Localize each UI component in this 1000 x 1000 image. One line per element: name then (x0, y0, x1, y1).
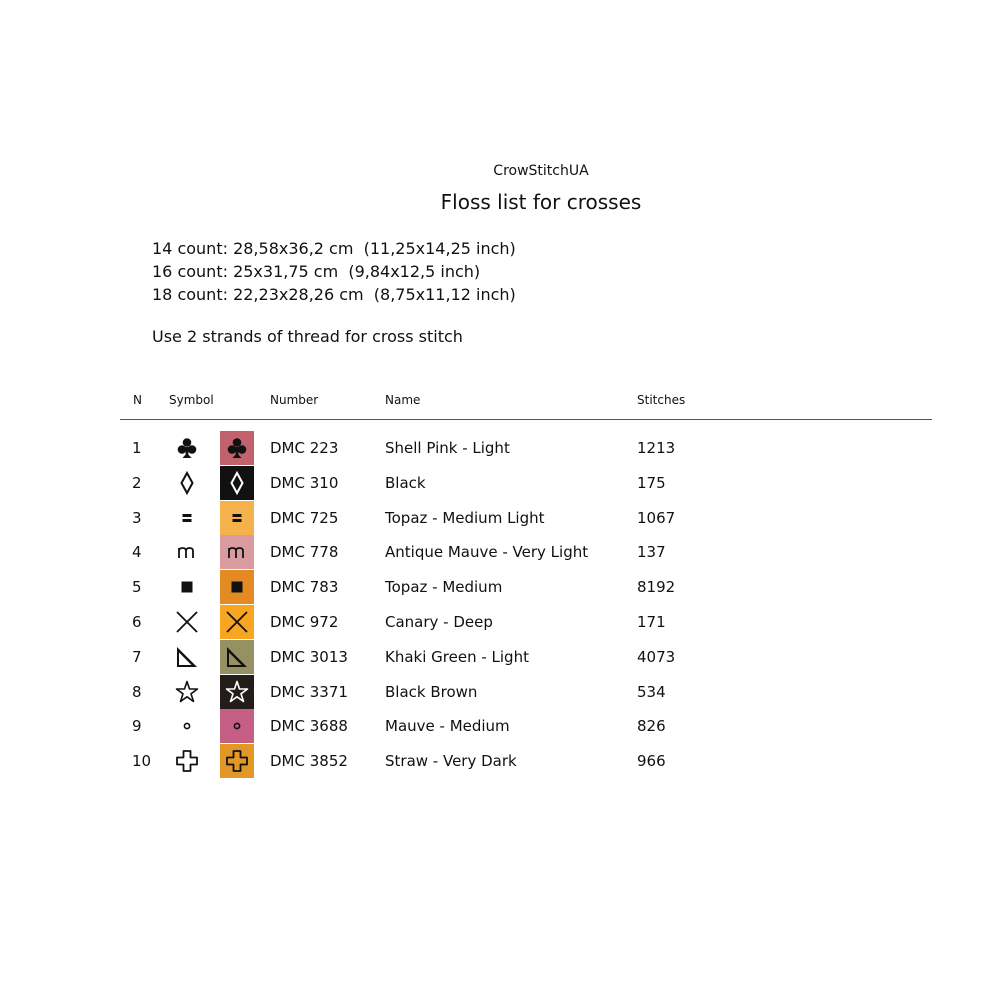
strand-note: Use 2 strands of thread for cross stitch (152, 327, 463, 346)
x-cross-icon (220, 605, 254, 639)
column-header-name: Name (385, 393, 421, 407)
row-number: 10 (132, 752, 152, 771)
color-swatch (220, 431, 254, 465)
floss-name: Straw - Very Dark (385, 752, 517, 771)
stitch-count: 175 (637, 473, 666, 492)
row-number: 2 (132, 473, 142, 492)
floss-name: Shell Pink - Light (385, 439, 510, 457)
club-icon (220, 431, 254, 465)
column-header-symbol: Symbol (169, 393, 214, 407)
dmc-number: DMC 783 (270, 578, 339, 597)
triangle-icon (173, 643, 201, 671)
dmc-number: DMC 3688 (270, 717, 348, 736)
header-divider (120, 419, 932, 420)
star-icon (173, 678, 201, 706)
row-number: 9 (132, 717, 142, 736)
dmc-number: DMC 310 (270, 473, 339, 492)
m-letter-icon (173, 538, 201, 566)
table-row (0, 605, 1000, 639)
size-list (152, 237, 516, 306)
column-header-number: Number (270, 393, 319, 407)
square-icon (220, 570, 254, 604)
color-swatch (220, 466, 254, 500)
plus-outline-icon (173, 747, 201, 775)
equals-icon (173, 504, 201, 532)
row-number: 5 (132, 578, 142, 597)
club-icon (173, 434, 201, 462)
table-row (0, 570, 1000, 604)
color-swatch (220, 501, 254, 535)
diamond-icon (173, 469, 201, 497)
table-row (0, 466, 1000, 500)
table-row (0, 709, 1000, 743)
row-number: 4 (132, 543, 142, 562)
page-title: Floss list for crosses (440, 190, 642, 214)
triangle-icon (220, 640, 254, 674)
floss-name: Antique Mauve - Very Light (385, 543, 589, 562)
stitch-count: 534 (637, 682, 666, 701)
small-circle-icon (173, 712, 201, 740)
row-number: 6 (132, 613, 142, 631)
floss-name: Black Brown (385, 682, 478, 701)
m-letter-icon (220, 535, 254, 569)
row-number: 1 (132, 439, 142, 457)
stitch-count: 1067 (637, 508, 676, 527)
stitch-count: 8192 (637, 578, 676, 597)
table-row (0, 501, 1000, 535)
stitch-count: 1213 (637, 439, 676, 457)
color-swatch (220, 605, 254, 639)
color-swatch (220, 709, 254, 743)
star-icon (220, 675, 254, 709)
size-14-count: 14 count: 28,58x36,2 cm (11,25x14,25 inch) (152, 239, 516, 258)
column-header-stitches: Stitches (637, 393, 686, 407)
floss-name: Khaki Green - Light (385, 647, 529, 666)
table-row (0, 431, 1000, 465)
diamond-icon (220, 466, 254, 500)
size-18-count: 18 count: 22,23x28,26 cm (8,75x11,12 inch) (152, 285, 516, 304)
color-swatch (220, 675, 254, 709)
color-swatch (220, 535, 254, 569)
equals-icon (220, 501, 254, 535)
row-number: 7 (132, 647, 142, 666)
color-swatch (220, 640, 254, 674)
dmc-number: DMC 223 (270, 439, 339, 457)
stitch-count: 171 (637, 613, 666, 631)
dmc-number: DMC 3013 (270, 647, 348, 666)
dmc-number: DMC 972 (270, 613, 339, 631)
small-circle-icon (220, 709, 254, 743)
row-number: 3 (132, 508, 142, 527)
stitch-count: 826 (637, 717, 666, 736)
floss-name: Mauve - Medium (385, 717, 510, 736)
stitch-count: 966 (637, 752, 666, 771)
brand-name: CrowStitchUA (493, 163, 589, 179)
table-row (0, 744, 1000, 778)
square-icon (173, 573, 201, 601)
dmc-number: DMC 3371 (270, 682, 348, 701)
dmc-number: DMC 3852 (270, 752, 348, 771)
color-swatch (220, 744, 254, 778)
row-number: 8 (132, 682, 142, 701)
color-swatch (220, 570, 254, 604)
column-header-n: N (133, 393, 142, 407)
size-16-count: 16 count: 25x31,75 cm (9,84x12,5 inch) (152, 262, 481, 281)
plus-outline-icon (220, 744, 254, 778)
stitch-count: 4073 (637, 647, 676, 666)
dmc-number: DMC 778 (270, 543, 339, 562)
floss-name: Black (385, 473, 426, 492)
floss-name: Topaz - Medium (385, 578, 503, 597)
table-row (0, 640, 1000, 674)
x-cross-icon (173, 608, 201, 636)
stitch-count: 137 (637, 543, 666, 562)
floss-name: Topaz - Medium Light (385, 508, 545, 527)
dmc-number: DMC 725 (270, 508, 339, 527)
table-row (0, 535, 1000, 569)
table-row (0, 675, 1000, 709)
floss-name: Canary - Deep (385, 613, 493, 631)
